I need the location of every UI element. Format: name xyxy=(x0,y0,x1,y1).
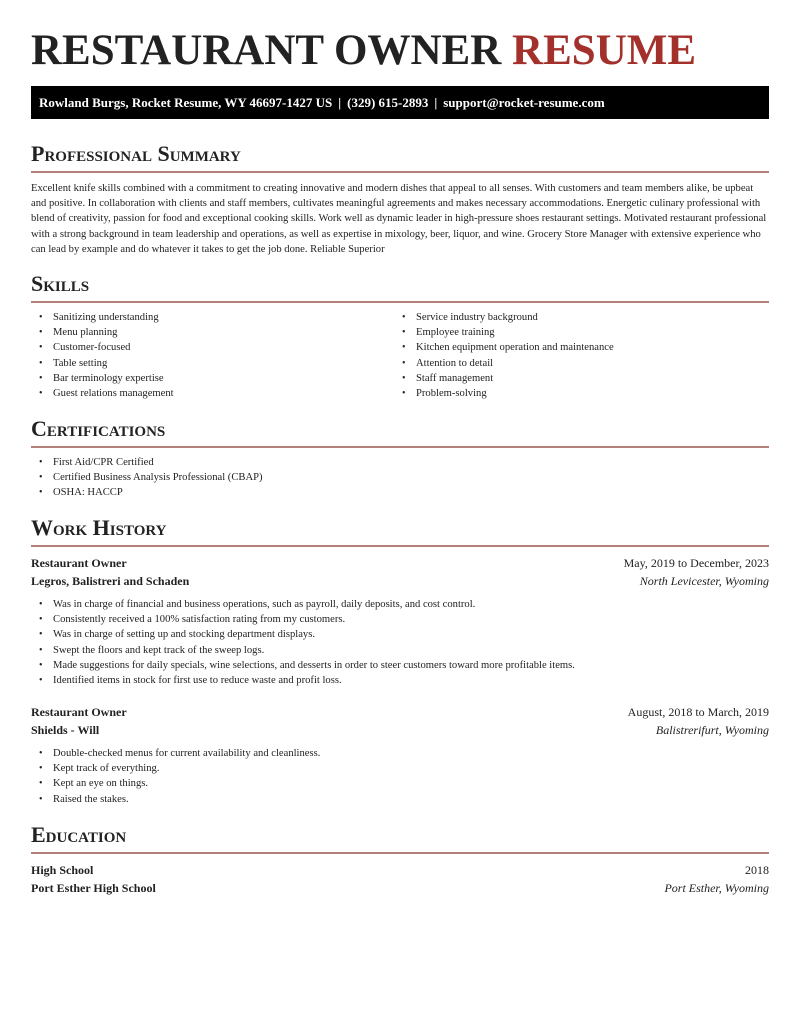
job-title: Restaurant Owner xyxy=(31,705,127,719)
job-1-bullets xyxy=(31,597,575,688)
resume-title xyxy=(31,26,696,76)
section-divider xyxy=(31,446,769,448)
job-dates: May, 2019 to December, 2023 xyxy=(623,556,769,570)
section-heading-education: Education xyxy=(31,822,127,847)
contact-phone: (329) 615-2893 xyxy=(347,95,429,110)
section-heading-summary: Professional Summary xyxy=(31,141,241,166)
job-dates: August, 2018 to March, 2019 xyxy=(627,705,769,719)
job-bullet: • Kept track of everything. xyxy=(31,761,320,776)
skill-item: • Table setting xyxy=(31,356,174,371)
skill-item: • Menu planning xyxy=(31,325,174,340)
section-divider xyxy=(31,545,769,547)
job-bullet: • Made suggestions for daily specials, wine selections, and desserts in order to steer customers toward more profitable items. xyxy=(31,658,575,673)
education-school: Port Esther High School xyxy=(31,881,156,895)
job-bullet: • Was in charge of setting up and stocking department displays. xyxy=(31,627,575,642)
skills-list-right xyxy=(394,310,614,401)
skill-item: • Bar terminology expertise xyxy=(31,371,174,386)
certification-item: • Certified Business Analysis Professional (CBAP) xyxy=(31,470,263,485)
education-location: Port Esther, Wyoming xyxy=(664,881,769,895)
title-main: RESTAURANT OWNER xyxy=(31,27,502,74)
job-bullet: • Raised the stakes. xyxy=(31,792,320,807)
job-location: Balistrerifurt, Wyoming xyxy=(655,723,769,737)
job-bullet: • Was in charge of financial and business operations, such as payroll, daily deposits, and cost control. xyxy=(31,597,575,612)
section-divider xyxy=(31,171,769,173)
section-heading-work-history: Work History xyxy=(31,515,167,540)
skill-item: • Customer-focused xyxy=(31,340,174,355)
education-year: 2018 xyxy=(745,863,769,877)
job-location: North Levicester, Wyoming xyxy=(639,574,769,588)
job-bullet: • Double-checked menus for current availability and cleanliness. xyxy=(31,746,320,761)
title-accent: RESUME xyxy=(512,27,697,74)
certification-item: • First Aid/CPR Certified xyxy=(31,455,263,470)
skill-item: • Kitchen equipment operation and maintenance xyxy=(394,340,614,355)
contact-address: Rowland Burgs, Rocket Resume, WY 46697-1427 US xyxy=(39,95,333,110)
summary-text: Excellent knife skills combined with a commitment to creating innovative and modern dishes that appeal to all senses. With customers and team members alike, be upbeat and positive. In collaboration with clients and staff members, cultivates meaningful agreements and makes necessary accommodations. Energetic culinary professional with blend of creativity, passion for food and exceptional cooking skills. Work well as dynamic leader in high-pressure shoes restaurant settings. Motivated restaurant professional with a strong background in team leadership and operations, as well as expertise in mixology, beer, liquor, and wine. Grocery Store Manager with extensive experience who can lead by example and do whatever it takes to get the job done. Reliable Superior xyxy=(31,183,767,255)
job-title: Restaurant Owner xyxy=(31,556,127,570)
skill-item: • Sanitizing understanding xyxy=(31,310,174,325)
separator: | xyxy=(338,95,342,110)
skill-item: • Attention to detail xyxy=(394,356,614,371)
job-bullet: • Kept an eye on things. xyxy=(31,776,320,791)
certification-item: • OSHA: HACCP xyxy=(31,485,263,500)
section-heading-certifications: Certifications xyxy=(31,416,166,441)
section-divider xyxy=(31,301,769,303)
job-company: Shields - Will xyxy=(31,723,100,737)
certifications-list xyxy=(31,455,263,501)
education-degree: High School xyxy=(31,863,94,877)
skill-item: • Guest relations management xyxy=(31,386,174,401)
skill-item: • Service industry background xyxy=(394,310,614,325)
contact-email: support@rocket-resume.com xyxy=(443,95,605,110)
skill-item: • Staff management xyxy=(394,371,614,386)
section-heading-skills: Skills xyxy=(31,271,90,296)
job-company: Legros, Balistreri and Schaden xyxy=(31,574,190,588)
skill-item: • Employee training xyxy=(394,325,614,340)
job-bullet: • Consistently received a 100% satisfaction rating from my customers. xyxy=(31,612,575,627)
separator: | xyxy=(434,95,438,110)
job-bullet: • Swept the floors and kept track of the sweep logs. xyxy=(31,643,575,658)
job-2-bullets xyxy=(31,746,320,807)
contact-bar xyxy=(31,86,769,119)
skill-item: • Problem-solving xyxy=(394,386,614,401)
job-bullet: • Identified items in stock for first use to reduce waste and profit loss. xyxy=(31,673,575,688)
section-divider xyxy=(31,852,769,854)
skills-list-left xyxy=(31,310,174,401)
